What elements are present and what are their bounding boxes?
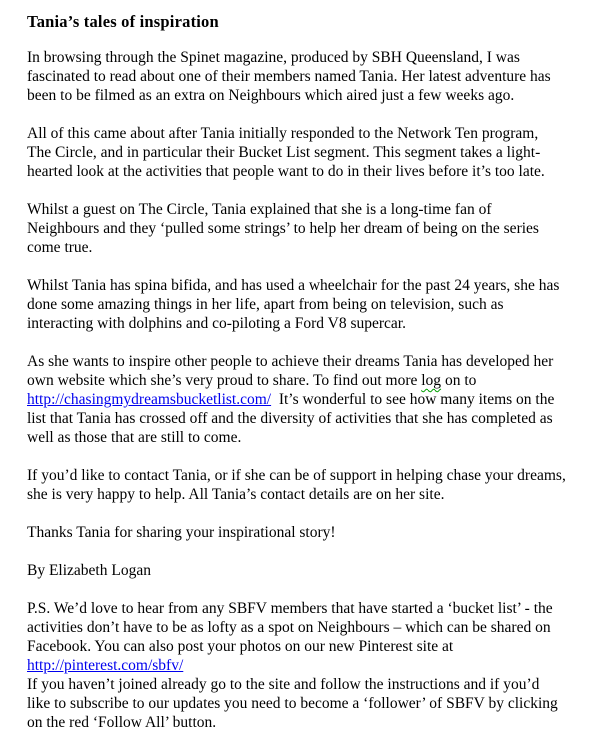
paragraph-website	[27, 352, 591, 447]
text-segment: on to	[441, 372, 477, 389]
text-line: The Circle, and in particular their Bucket List segment. This segment takes a light-	[27, 144, 541, 161]
pinterest-link[interactable]: http://pinterest.com/sbfv/	[27, 657, 184, 674]
text-line: If you’d like to contact Tania, or if she can be of support in helping chase your dreams,	[27, 467, 566, 484]
text-line: Whilst Tania has spina bifida, and has used a wheelchair for the past 24 years, she has	[27, 277, 560, 294]
paragraph-guest	[27, 200, 591, 257]
paragraph-intro	[27, 48, 591, 105]
text-line: Facebook. You can also post your photos on our new Pinterest site at	[27, 638, 454, 655]
text-line: Whilst a guest on The Circle, Tania explained that she is a long-time fan of	[27, 201, 492, 218]
text-line: activities don’t have to be as lofty as a spot on Neighbours – which can be shared on	[27, 619, 551, 636]
text-line: All of this came about after Tania initially responded to the Network Ten program,	[27, 125, 539, 142]
text-line: If you haven’t joined already go to the site and follow the instructions and if you’d	[27, 676, 540, 693]
text-line: on the red ‘Follow All’ button.	[27, 714, 217, 731]
paragraph-circle-program	[27, 124, 591, 181]
text-line	[27, 656, 591, 675]
text-line: come true.	[27, 239, 93, 256]
text-line: Thanks Tania for sharing your inspirational story!	[27, 524, 336, 541]
text-line: like to subscribe to our updates you need to become a ‘follower’ of SBFV by clicking	[27, 695, 558, 712]
text-line: list that Tania has crossed off and the diversity of activities that she has completed as	[27, 410, 553, 427]
text-line: done some amazing things in her life, apart from being on television, such as	[27, 296, 504, 313]
text-line: hearted look at the activities that people want to do in their lives before it’s too late.	[27, 163, 545, 180]
spellcheck-flagged-word: log	[421, 372, 442, 389]
paragraph-thanks	[27, 523, 591, 542]
text-line	[27, 390, 591, 409]
paragraph-postscript	[27, 599, 591, 732]
document-title: Tania’s tales of inspiration	[27, 12, 219, 31]
text-segment: own website which she’s very proud to share. To find out more	[27, 372, 422, 389]
text-line: well as those that are still to come.	[27, 429, 242, 446]
text-line: interacting with dolphins and co-piloting a Ford V8 supercar.	[27, 315, 406, 332]
text-segment: It’s wonderful to see how many items on the	[271, 391, 555, 408]
text-line: By Elizabeth Logan	[27, 562, 151, 579]
text-line: As she wants to inspire other people to achieve their dreams Tania has developed her	[27, 353, 554, 370]
paragraph-contact	[27, 466, 591, 504]
paragraph-byline	[27, 561, 591, 580]
chasingmydreams-link[interactable]: http://chasingmydreamsbucketlist.com/	[27, 391, 272, 408]
paragraph-achievements	[27, 276, 591, 333]
text-line: Neighbours and they ‘pulled some strings’ to help her dream of being on the series	[27, 220, 539, 237]
text-line: In browsing through the Spinet magazine, produced by SBH Queensland, I was	[27, 49, 520, 66]
text-line	[27, 371, 591, 390]
text-line: P.S. We’d love to hear from any SBFV members that have started a ‘bucket list’ - the	[27, 600, 553, 617]
text-line: she is very happy to help. All Tania’s contact details are on her site.	[27, 486, 445, 503]
text-line: been to be filmed as an extra on Neighbours which aired just a few weeks ago.	[27, 87, 515, 104]
text-line: fascinated to read about one of their members named Tania. Her latest adventure has	[27, 68, 551, 85]
